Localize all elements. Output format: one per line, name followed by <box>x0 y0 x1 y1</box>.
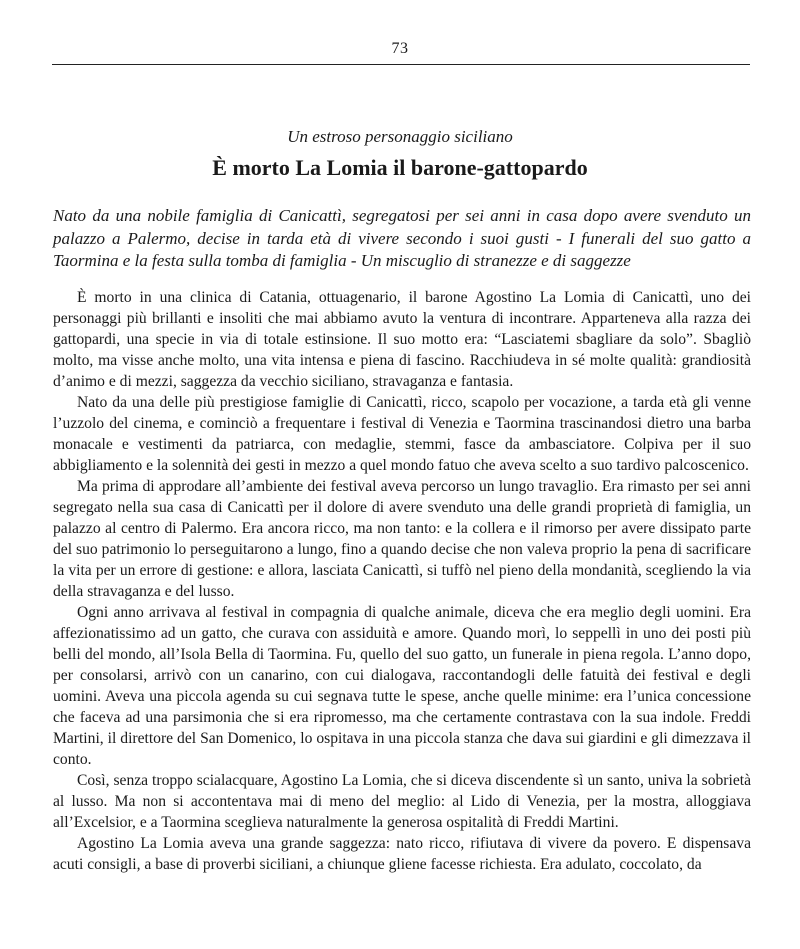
article-headline: È morto La Lomia il barone-gattopardo <box>212 155 588 180</box>
paragraph-5: Così, senza troppo scialacquare, Agostino La Lomia, che si diceva discendente sì un santo, univa la sobrietà al lusso. Ma non si accontentava mai di meno del meglio: al Lido di Venezia, per la mostra, alloggiava all’Excelsior, e a Taormina sceglieva naturalmente la generosa ospitalità di Freddi Martini. <box>53 772 751 831</box>
header-rule <box>52 64 750 65</box>
article-body <box>53 287 751 875</box>
article-kicker: Un estroso personaggio siciliano <box>287 127 513 146</box>
paragraph-4: Ogni anno arrivava al festival in compagnia di qualche animale, diceva che era meglio degli uomini. Era affezionatissimo ad un gatto, che curava con assiduità e amore. Quando morì, lo seppellì in uno dei posti più belli del mondo, all’Isola Bella di Taormina. Fu, quello del suo gatto, un funerale in piena regola. L’anno dopo, per consolarsi, arrivò con un canarino, con cui dialogava, raccontandogli delle fatuità dei festival e degli uomini. Aveva una piccola agenda su cui segnava tutte le spese, anche quelle minime: era l’unica concessione che faceva ad una parsimonia che si era ripromesso, ma che certamente contrastava con la sua indole. Freddi Martini, il direttore del San Domenico, lo ospitava in una piccola stanza che dava sui giardini e gli dimezzava il conto. <box>53 604 751 768</box>
paragraph-6: Agostino La Lomia aveva una grande saggezza: nato ricco, rifiutava di vivere da povero. E dispensava acuti consigli, a base di proverbi siciliani, a chiunque gliene facesse richiesta. Era adulato, coccolato, da <box>53 835 751 873</box>
paragraph-1: È morto in una clinica di Catania, ottuagenario, il barone Agostino La Lomia di Canicattì, uno dei personaggi più brillanti e insoliti che mai abbiamo avuto la ventura di incontrare. Apparteneva alla razza dei gattopardi, una specie in via di totale estinsione. Il suo motto era: “Lasciatemi sbagliare da solo”. Sbagliò molto, ma visse anche molto, una vita intensa e piena di fascino. Racchiudeva in sé molte qualità: grandiosità d’animo e di mezzi, saggezza da vecchio siciliano, stravaganza e fantasia. <box>53 289 751 390</box>
article-deck: Nato da una nobile famiglia di Canicattì, segregatosi per sei anni in casa dopo avere svenduto un palazzo a Palermo, decise in tarda età di vivere secondo i suoi gusti - I funerali del suo gatto a Taormina e la festa sulla tomba di famiglia - Un miscuglio di stranezze e di saggezze <box>53 206 751 270</box>
page-number: 73 <box>391 40 409 57</box>
paragraph-3: Ma prima di approdare all’ambiente dei festival aveva percorso un lungo travaglio. Era rimasto per sei anni segregato nella sua casa di Canicattì per il dolore di avere svenduto una delle grandi proprietà di famiglia, un palazzo al centro di Palermo. Era ancora ricco, ma non tanto: e la collera e il rimorso per avere dissipato parte del suo patrimonio lo perseguitarono a lungo, fino a quando decise che non valeva proprio la pena di sacrificare la vita per un errore di gestione: e allora, lasciata Canicattì, si tuffò nel pieno della mondanità, scegliendo la via della stravaganza e del lusso. <box>53 478 751 600</box>
paragraph-2: Nato da una delle più prestigiose famiglie di Canicattì, ricco, scapolo per vocazione, a tarda età gli venne l’uzzolo del cinema, e cominciò a frequentare i festival di Venezia e Taormina trascinandosi dietro una barba monacale e vestimenti da patriarca, con medaglie, stemmi, fasce da ambasciatore. Colpiva per il suo abbigliamento e la solennità dei gesti in mezzo a quel mondo fatuo che aveva scelto a suo tardivo palcoscenico. <box>53 394 751 474</box>
